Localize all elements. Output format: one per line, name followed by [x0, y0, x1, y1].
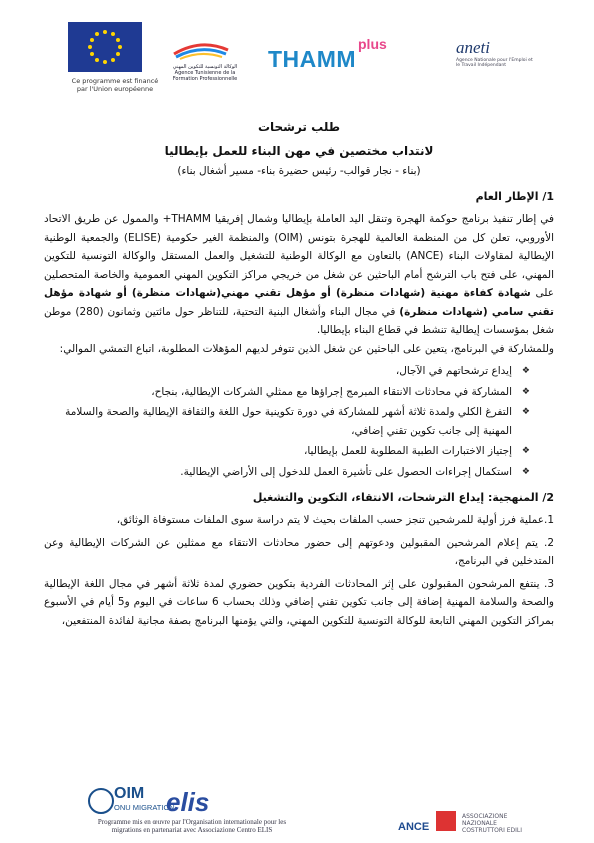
atfp-swirl-icon — [170, 40, 232, 60]
general-framework-paragraph — [44, 210, 554, 340]
eu-flag-logo — [68, 22, 142, 72]
document-subtitle: لانتداب مختصين في مهن البناء للعمل بإيطاليا — [164, 144, 434, 158]
list-item: ❖ المشاركة في محادثات الانتقاء المبرمج إجراؤها مع ممثلي الشركات الإيطالية، بنجاح، — [44, 383, 512, 402]
eu-stars-icon — [68, 22, 142, 72]
method-item: 2. يتم إعلام المرشحين المقبولين ودعوتهم إلى حضور محادثات الانتقاء مع ممثلين عن الشركات الإيطالية وعن المتدخلين في البرنامج، — [44, 536, 554, 567]
ance-logo: ANCE — [398, 821, 430, 833]
list-item: ❖ استكمال إجراءات الحصول على تأشيرة العمل للدخول إلى الأراضي الإيطالية. — [44, 463, 512, 482]
p1-part-c: في مجال البناء وأشغال البنية التحتية، للتناظر حول مائتين وثمانون (280) موطن شغل بمؤسسات إيطالية تنشط في قطاع البناء بإيطاليا. — [44, 305, 554, 336]
participation-paragraph: وللمشاركة في البرنامج، يتعين على الباحثين عن شغل الذين تتوفر لديهم المؤهلات المطلوبة، اتباع التمشي الموالي: — [59, 342, 554, 355]
oim-subtitle: ONU MIGRATION — [114, 803, 175, 812]
partner-logos-footer — [0, 775, 594, 843]
thamm-plus-logo: plus — [358, 36, 387, 52]
list-item: ❖ إجتياز الاختبارات الطبية المطلوبة للعمل بإيطاليا، — [44, 442, 512, 461]
aneti-name: aneti — [456, 38, 490, 57]
eu-caption: Ce programme est financé par l'Union européenne — [71, 77, 159, 93]
list-item: ❖ التفرغ الكلي ولمدة ثلاثة أشهر للمشاركة في دورة تكوينية حول اللغة والثقافة الإيطالية والصحة والسلامة المهنية إلى جانب تكوين تقني إضافي، — [44, 403, 512, 440]
list-item: ❖ إيداع ترشحاتهم في الآجال، — [44, 362, 512, 381]
section1-heading: 1/ الإطار العام — [475, 190, 554, 203]
oim-name: OIM — [114, 785, 145, 802]
atfp-caption: الوكالة التونسية للتكوين المهني Agence Tunisienne de la Formation Professionnelle — [172, 64, 238, 82]
method-item: 3. ينتفع المرشحون المقبولون على إثر المحادثات الفردية بتكوين حضوري لمدة ثلاثة أشهر في مجال اللغة الإيطالية والصحة والسلامة المهنية إضافة إلى جانب تكوين تقني إضافي وذلك بحساب 6 ساعات في اليوم و5 أيام في الأسبوع بمراكز التكوين المهني التابعة للوكالة التونسية للتكوين المهني، والتي يؤمنها البرنامج بصفة مجانية لفائدة المنتفعين، — [44, 577, 555, 627]
aneti-logo — [456, 38, 536, 68]
elis-logo: elis — [166, 787, 210, 817]
atfp-logo — [170, 40, 240, 82]
footer-note: Programme mis en œuvre par l'Organisation internationale pour les migrations en partenariat avec Associazione Centro ELIS — [97, 818, 287, 834]
document-title: طلب ترشحات — [257, 120, 341, 134]
thamm-logo: THAMM — [268, 46, 357, 72]
ance-mark-icon — [436, 811, 456, 831]
ance-subtitle: ASSOCIAZIONE NAZIONALE COSTRUTTORI EDILI — [462, 813, 523, 834]
p1-part-a: في إطار تنفيذ برنامج حوكمة الهجرة وتنقل اليد العاملة بإيطاليا وشمال إفريقيا THAMM+ والممول عن طريق الاتحاد الأوروبي، تعلن كل من المنظمة العالمية للهجرة بتونس (OIM) والمنظمة الغير حكومية (ELISE) والجمعية الوطنية الإيطالية لمقاولات البناء (ANCE) بالتعاون مع الوكالة الوطنية للتشغيل والعمل المستقل والوكالة التونسية للتكوين المهني، على فتح باب الترشح أمام الباحثين عن شغل من خريجي مراكز التكوين المهني العمومية والخاصة المتحصلين على — [44, 213, 555, 299]
globe-icon — [88, 788, 114, 814]
partner-logos-header — [0, 0, 594, 115]
method-item: 1.عملية فرز أولية للمرشحين تنجز حسب الملفات بحيث لا يتم دراسة سوى الملفات مستوفاة الوثائق، — [116, 514, 554, 526]
p1-qualifications: شهادة كفاءة مهنية (شهادات منظرة) أو مؤهل تقني مهني(شهادات منظرة) أو شهادة مؤهل تقني سامي (شهادات منظرة) — [44, 287, 554, 318]
steps-list — [44, 362, 554, 481]
section2-heading: 2/ المنهجية: إيداع الترشحات، الانتقاء، التكوين والتشغيل — [252, 491, 554, 504]
aneti-caption: Agence Nationale pour l'Emploi et le Travail Indépendant — [456, 58, 533, 68]
job-list: (بناء - نجار قوالب- رئيس حضيرة بناء- مسير أشغال بناء) — [177, 165, 421, 177]
document-body — [44, 118, 554, 630]
